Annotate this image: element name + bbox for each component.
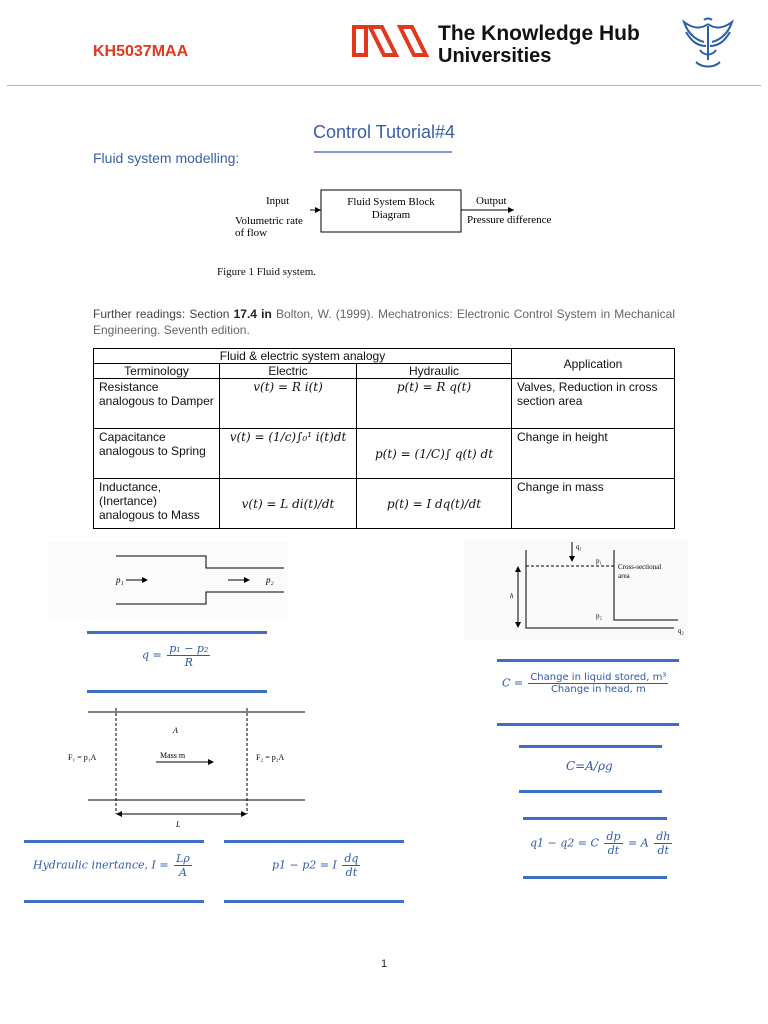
tank-h-label: h [510, 592, 514, 600]
hydraulic-eq-cell: p(t) = R q(t) [357, 379, 512, 429]
flow-den-1: dt [607, 844, 620, 857]
tank-figure [464, 540, 688, 640]
table-header-hydraulic: Hydraulic [357, 364, 512, 379]
capacitance-equation [502, 672, 670, 695]
mass-m-label: Mass m [160, 751, 186, 760]
pipe-restriction-figure [48, 542, 288, 620]
block-label-1: Fluid System Block [347, 196, 435, 208]
further-prefix: Further readings: Section [93, 307, 234, 321]
mass-f1-label: F₁ = p₁A [68, 753, 97, 762]
pipe-p1-label: p₁ [116, 575, 124, 585]
pressure-difference-equation [272, 852, 362, 879]
hydraulic-eq-cell: p(t) = (1/C)∫ q(t) dt [357, 429, 512, 479]
flow-lhs: q1 − q2 = C [530, 836, 599, 850]
course-code: KH5037MAA [93, 43, 189, 60]
mass-length-label: L [176, 820, 181, 829]
page-title: Control Tutorial#4 [312, 122, 456, 142]
table-group-header: Fluid & electric system analogy [94, 349, 512, 364]
analogy-table [93, 348, 675, 529]
pipe-p2-label: p₂ [266, 575, 274, 585]
application-cell: Valves, Reduction in cross section area [512, 379, 675, 429]
pdiff-den: dt [345, 866, 358, 879]
section-heading: Fluid system modelling: [93, 150, 240, 166]
further-section: 17.4 [233, 307, 257, 321]
term-cell: Resistance analogous to Damper [94, 379, 220, 429]
flow-den-2: dt [657, 844, 669, 857]
tank-p2-label: p₂ [596, 612, 602, 620]
tank-p1-label: p₁ [596, 557, 602, 565]
further-in: in [256, 307, 272, 321]
application-cell: Change in mass [512, 479, 675, 529]
university-logo [352, 24, 434, 58]
inertance-den: A [179, 866, 187, 879]
phoenix-emblem-icon [678, 16, 738, 72]
table-header-row [94, 349, 675, 364]
inertance-num: Lρ [176, 852, 190, 865]
equation-bar [87, 690, 267, 693]
equation-bar [497, 723, 679, 726]
resistance-lhs: q = [142, 648, 162, 662]
equation-bar [224, 840, 404, 843]
term-cell: Inductance, (Inertance) analogous to Mass [94, 479, 220, 529]
input-sublabel-2: of flow [235, 227, 268, 239]
capacitance-num: Change in liquid stored, m³ [530, 672, 667, 683]
table-header-application: Application [512, 349, 675, 379]
flow-num-1: dp [606, 830, 621, 843]
equation-bar [519, 790, 662, 793]
electric-eq-cell: v(t) = (1/c)∫₀¹ i(t)dt [220, 429, 357, 479]
electric-eq-cell: v(t) = R i(t) [220, 379, 357, 429]
table-row [94, 379, 675, 429]
tank-area-label-1: Cross-sectional [618, 563, 662, 571]
equation-bar [24, 900, 204, 903]
equation-bar [523, 817, 667, 820]
equation-bar [224, 900, 404, 903]
application-cell: Change in height [512, 429, 675, 479]
hydraulic-mass-figure [60, 702, 310, 832]
tank-area-label-2: area [618, 572, 630, 580]
table-row [94, 429, 675, 479]
output-label: Output [476, 195, 507, 207]
flow-mid: = A [628, 836, 649, 850]
logo-text-line1: The Knowledge Hub [438, 22, 640, 45]
hydraulic-eq-cell: p(t) = I dq(t)/dt [357, 479, 512, 529]
term-cell: Capacitance analogous to Spring [94, 429, 220, 479]
title-underline [314, 151, 452, 153]
logo-mark-icon [352, 24, 434, 58]
fluid-block-diagram [230, 186, 570, 246]
equation-bar [24, 840, 204, 843]
input-sublabel-1: Volumetric rate [235, 215, 303, 227]
tank-q2-label: q₂ [678, 627, 684, 635]
logo-text-line2: Universities [438, 45, 552, 67]
equation-bar [523, 876, 667, 879]
inertance-lhs: Hydraulic inertance, I = [33, 858, 169, 872]
input-label: Input [266, 195, 290, 207]
resistance-den: R [184, 656, 193, 669]
capacitance-simple-equation: C=A/ρg [566, 759, 613, 773]
flow-equation [530, 830, 674, 857]
table-header-terminology: Terminology [94, 364, 220, 379]
table-row [94, 479, 675, 529]
mass-f2-label: F₂ = p₂A [256, 753, 285, 762]
flow-num-2: dh [656, 830, 671, 843]
inertance-equation [33, 852, 194, 879]
pdiff-num: dq [344, 852, 359, 865]
output-sublabel: Pressure difference [467, 214, 552, 226]
tank-q1-label: q₁ [576, 543, 582, 551]
equation-bar [87, 631, 267, 634]
equation-bar [519, 745, 662, 748]
further-reference: Bolton, W. (1999). Mechatronics: Electronic Control System in Mechanical Engineering. Seventh edition. [93, 307, 675, 337]
further-readings [93, 306, 675, 338]
header-divider [7, 85, 761, 86]
resistance-equation [142, 642, 212, 669]
figure-caption: Figure 1 Fluid system. [217, 266, 317, 278]
pdiff-lhs: p1 − p2 = I [272, 858, 337, 872]
mass-area-label: A [173, 726, 178, 735]
resistance-num: p₁ − p₂ [169, 642, 209, 655]
capacitance-den: Change in head, m [550, 684, 646, 695]
block-label-2: Diagram [371, 209, 411, 221]
page-number: 1 [380, 958, 388, 970]
capacitance-lhs: C = [502, 676, 524, 690]
table-header-electric: Electric [220, 364, 357, 379]
equation-bar [497, 659, 679, 662]
electric-eq-cell: v(t) = L di(t)/dt [220, 479, 357, 529]
